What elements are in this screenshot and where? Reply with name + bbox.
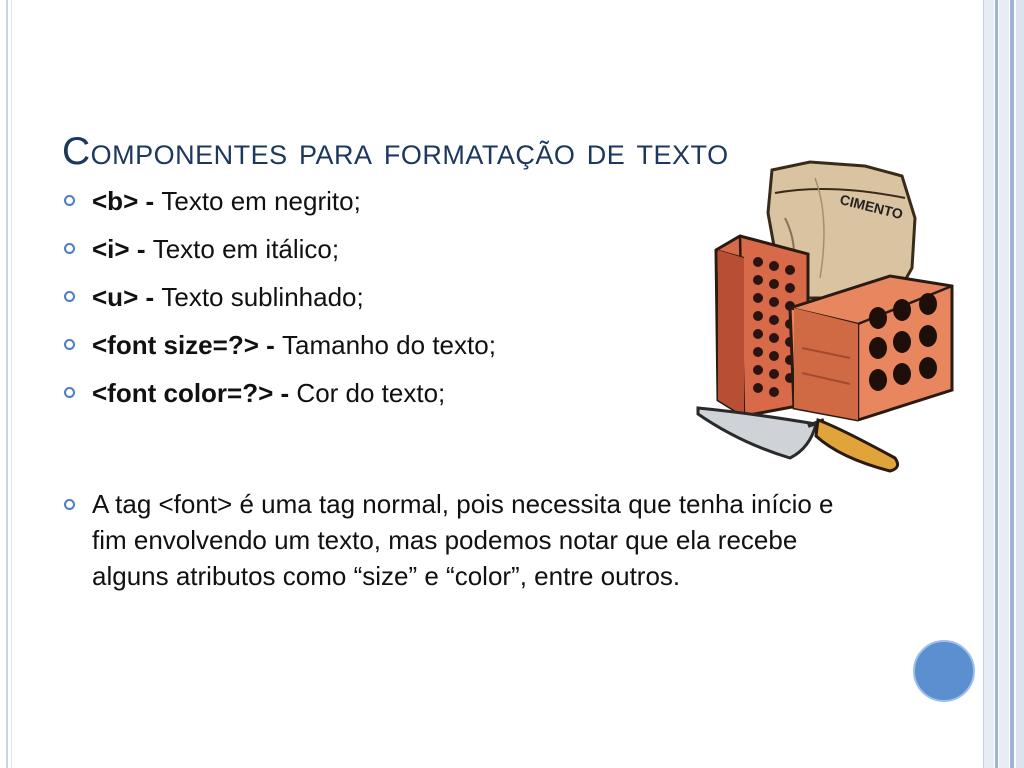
item-text: Texto em itálico; xyxy=(152,234,340,264)
item-text: Texto em negrito; xyxy=(161,186,361,216)
right-border-stripe xyxy=(995,0,998,768)
description-paragraph xyxy=(64,486,864,594)
item-text: Cor do texto; xyxy=(296,378,446,408)
decorative-circle xyxy=(913,640,975,702)
tag-label: <font size=?> - xyxy=(92,330,282,360)
bullet-icon xyxy=(64,387,75,398)
right-border-stripe xyxy=(999,0,1009,768)
bullet-icon xyxy=(64,499,75,510)
tag-label: <u> - xyxy=(92,282,162,312)
tag-label: <b> - xyxy=(92,186,162,216)
left-border-line xyxy=(6,0,8,768)
bag-label: CIMENTO xyxy=(838,191,905,223)
slide-title: Componentes para formatação de texto xyxy=(62,130,729,174)
bullet-icon xyxy=(64,195,75,206)
bullet-icon xyxy=(64,291,75,302)
item-text: Tamanho do texto; xyxy=(282,330,496,360)
tag-label: <font color=?> - xyxy=(92,378,297,408)
bullet-icon xyxy=(64,339,75,350)
paragraph-text: A tag <font> é uma tag normal, pois necessita que tenha início e fim envolvendo um texto, mas podemos notar que ela recebe alguns atributos como “size” e “color”, entre outros. xyxy=(92,489,834,591)
right-border-stripe xyxy=(1016,0,1024,768)
item-text: Texto sublinhado; xyxy=(161,282,364,312)
left-border-line-thin xyxy=(11,0,12,768)
tag-label: <i> - xyxy=(92,234,153,264)
bullet-icon xyxy=(64,243,75,254)
right-border-stripe xyxy=(1010,0,1014,768)
right-border-stripe xyxy=(984,0,994,768)
construction-materials-icon xyxy=(690,158,965,478)
